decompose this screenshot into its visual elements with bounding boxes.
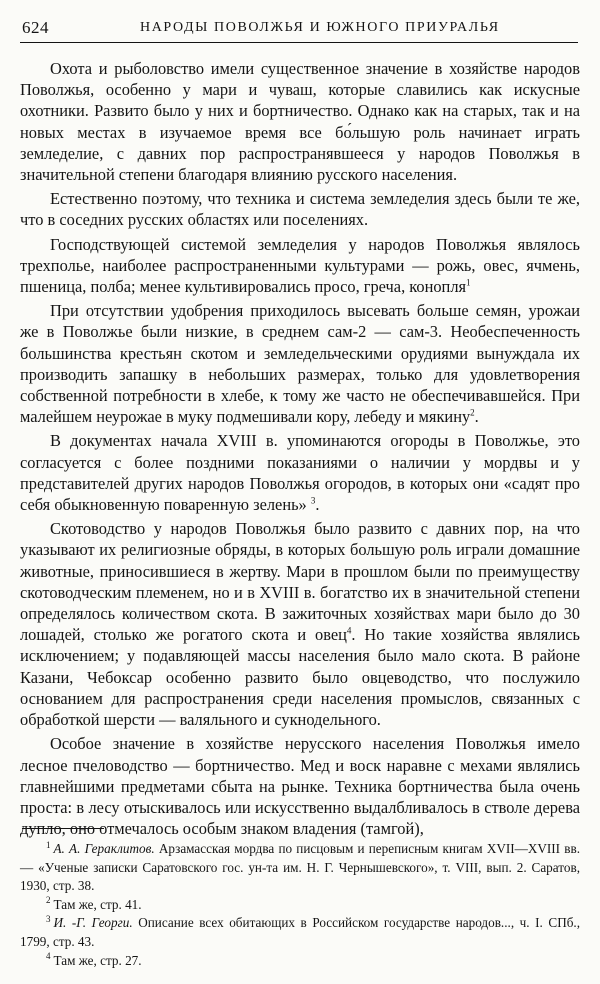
paragraph-text: Естественно поэтому, что техника и система земледелия здесь были те же, что в соседних русских областях или поселениях. (20, 189, 580, 230)
footnotes (20, 840, 580, 970)
paragraph-text: В документах начала XVIII в. упоминаются огороды в Поволжье, это согласуется с более поздними показаниями о наличии у мордвы и у представителей других народов Поволжья огородов, в которых они «садят про себя обыкновенную поваренную зелень» (20, 431, 580, 515)
paragraph-three-field (20, 234, 580, 298)
footnote-text: Там же, стр. 41. (53, 896, 142, 912)
footnote-3 (20, 914, 580, 951)
footnote-author: И. -Г. Георги. (53, 915, 133, 931)
footnote-ref: 2 (470, 407, 475, 418)
running-title: НАРОДЫ ПОВОЛЖЬЯ И ЮЖНОГО ПРИУРАЛЬЯ (140, 20, 500, 35)
paragraph-text: Но такие хозяйства являлись исключением; у подавляющей массы населения было мало скота. В районе Казани, Чебоксар особенно развито было овцеводство, что послужило основанием для распространения среди населения промыслов, связанных с обработкой шерсти — валяльного и сукнодельного. (20, 625, 580, 730)
main-text (20, 58, 580, 839)
paragraph-gardens: В документах начала XVIII в. упоминаются огороды в Поволжье, это согласуется с более поздними показаниями о наличии у мордвы и у представителей других народов Поволжья огородов, в которых они «садят про себя обыкновенную поваренную зелень» $^3$. (20, 431, 580, 515)
paragraph-text: Скотоводство у народов Поволжья было развито с давних пор, на что указывают их религиозные обряды, в которых большую роль играли домашние животные, приносившиеся в жертву. Мари в прошлом были по преимуществу скотоводческим племенем, но и в XVIII в. богатство их в значительной степени определялось количеством скота. В зажиточных хозяйствах мари было до 30 лошадей, столько же рогатого скота и овец (20, 519, 580, 645)
paragraph-text: Господствующей системой земледелия у народов Поволжья являлось трехполье, наиболее распространенными культурами — рожь, овес, ячмень, пшеница, полба; менее культивировались просо, греча, конопля (20, 234, 580, 297)
footnote-number: 2 (46, 895, 51, 906)
paragraph-technique (20, 188, 580, 230)
footnote-number: 1 (46, 839, 51, 850)
page-number: 624 (22, 18, 49, 37)
footnote-text: Там же, стр. 27. (53, 952, 142, 968)
paragraph-harvest: При отсутствии удобрения приходилось высевать больше семян, урожаи же в Поволжье были низкие, в среднем сам-2 — сам-3. Необеспеченность большинства крестьян скотом и земледельческими орудиями вынуждала их производить запашку в небольших размерах, только для удовлетворения собственной потребности в хлебе, к тому же часто не обеспечивавшейся. При малейшем неурожае в муку подмешивали кору, лебеду и мякину$^2$. (20, 301, 580, 427)
footnote-2 (20, 896, 580, 915)
footnote-number: 3 (46, 913, 51, 924)
paragraph-beekeeping (20, 733, 580, 839)
footnote-ref: 3 (310, 495, 316, 506)
paragraph-text: Охота и рыболовство имели существенное значение в хозяйстве народов Поволжья, особенно у мари и чуваш, которые славились как искусные охотники. Развито было у них и бортничество. Однако как на старых, так и на новых местах в изучаемое время все бо́льшую роль начинает играть земледелие, с давних пор распространявшееся у народов Поволжья в значительной степени благодаря влиянию русского населения. (20, 59, 580, 185)
footnote-divider (22, 828, 104, 829)
page-header (20, 16, 578, 43)
footnote-ref: 4 (346, 625, 352, 636)
footnote-ref: 1 (466, 277, 471, 288)
paragraph-hunting (20, 58, 580, 185)
paragraph-text: При отсутствии удобрения приходилось высевать больше семян, урожаи же в Поволжье были низкие, в среднем сам-2 — сам-3. Необеспеченность большинства крестьян скотом и земледельческими орудиями вынуждала их производить запашку в небольших размерах, только для удовлетворения собственной потребности в хлебе, к тому же часто не обеспечивавшейся. При малейшем неурожае в муку подмешивали кору, лебеду и мякину (20, 301, 580, 427)
footnote-4 (20, 952, 580, 971)
footnote-1 (20, 840, 580, 896)
footnote-author: А. А. Гераклитов. (53, 841, 155, 856)
paragraph-livestock: Скотоводство у народов Поволжья было развито с давних пор, на что указывают их религиозные обряды, в которых большую роль играли домашние животные, приносившиеся в жертву. Мари в прошлом были по преимуществу скотоводческим племенем, но и в XVIII в. богатство их в значительной степени определялось количеством скота. В зажиточных хозяйствах мари было до 30 лошадей, столько же рогатого скота и овец$^4$. Но такие хозяйства являлись исключением; у подавляющей массы населения было мало скота. В районе Казани, Чебоксар особенно развито было овцеводство, что послужило основанием для распространения среди населения промыслов, связанных с обработкой шерсти — валяльного и сукнодельного. (20, 519, 580, 730)
footnote-number: 4 (46, 951, 51, 962)
footnote-text: Арзамасская мордва по писцовым и переписным книгам XVII—XVIII вв.— «Ученые записки Саратовского гос. ун-та им. Н. Г. Чернышевского», т. VIII, вып. 2. Саратов, 1930, стр. 38. (20, 841, 580, 894)
paragraph-text: Особое значение в хозяйстве нерусского населения Поволжья имело лесное пчеловодство — бортничество. Мед и воск наравне с мехами являлись главнейшими предметами сбыта на рынке. Техника бортничества была очень проста: в лесу отыскивалось или искусственно выдалбливалось в стволе дерева дупло, оно отмечалось особым знаком владения (тамгой), (20, 734, 580, 839)
footnote-text: Описание всех обитающих в Российском государстве народов..., ч. I. СПб., 1799, стр. 43. (20, 915, 581, 949)
